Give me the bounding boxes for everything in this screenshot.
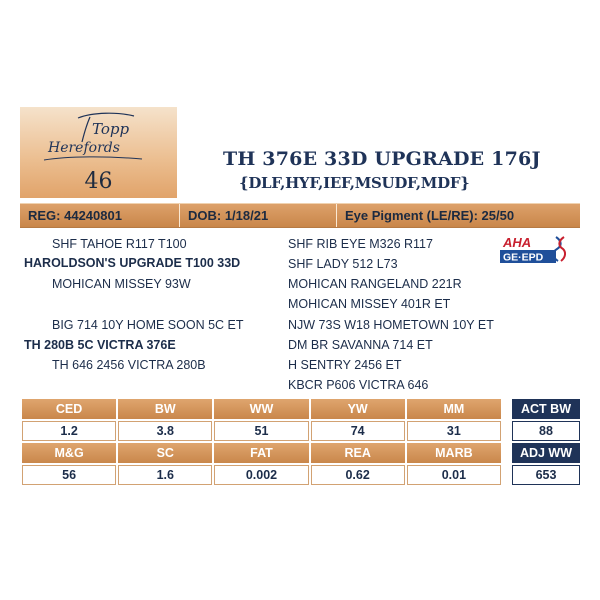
actual-bw-value: 88 <box>512 421 580 441</box>
pedigree-sire-dam: MOHICAN MISSEY 93W <box>52 277 191 291</box>
aha-badge-bottom: GE·EPD <box>503 251 544 264</box>
aha-ge-epd-badge <box>500 234 566 264</box>
genetic-test-results: {DLF,HYF,IEF,MSUDF,MDF} <box>239 174 470 192</box>
animal-name: TH 376E 33D UPGRADE 176J <box>223 148 541 170</box>
topp-herefords-logo <box>38 112 158 170</box>
pedigree-ancestor-3: MOHICAN RANGELAND 221R <box>288 277 462 291</box>
pedigree-dam-dam: TH 646 2456 VICTRA 280B <box>52 358 206 372</box>
epd-value-rea: 0.62 <box>311 465 405 485</box>
eye-pigment: Eye Pigment (LE/RE): 25/50 <box>345 208 515 223</box>
epd-value-fat: 0.002 <box>214 465 308 485</box>
epd-header-mg: M&G <box>22 443 116 463</box>
epd-header-ced: CED <box>22 399 116 419</box>
epd-value-bw: 3.8 <box>118 421 212 441</box>
logo-panel <box>20 107 177 198</box>
epd-header-mm: MM <box>407 399 501 419</box>
pedigree-dam: TH 280B 5C VICTRA 376E <box>24 338 176 352</box>
epd-header-ww: WW <box>214 399 308 419</box>
epd-value-sc: 1.6 <box>118 465 212 485</box>
aha-badge-top: AHA <box>503 235 532 250</box>
epd-header-yw: YW <box>311 399 405 419</box>
registration-info-bar <box>20 203 580 228</box>
logo-text-herefords: Herefords <box>48 140 120 156</box>
pedigree-ancestor-7: H SENTRY 2456 ET <box>288 358 402 372</box>
epd-header-bw: BW <box>118 399 212 419</box>
pedigree-ancestor-2: SHF LADY 512 L73 <box>288 257 398 271</box>
pedigree-ancestor-5: NJW 73S W18 HOMETOWN 10Y ET <box>288 318 494 332</box>
epd-value-row-2 <box>22 465 501 485</box>
epd-table <box>20 397 503 487</box>
adjusted-ww-label: ADJ WW <box>512 443 580 463</box>
actual-bw-label: ACT BW <box>512 399 580 419</box>
epd-value-ced: 1.2 <box>22 421 116 441</box>
pedigree-dam-sire: BIG 714 10Y HOME SOON 5C ET <box>52 318 244 332</box>
date-of-birth: DOB: 1/18/21 <box>180 204 337 227</box>
epd-value-mg: 56 <box>22 465 116 485</box>
adjusted-ww-value: 653 <box>512 465 580 485</box>
epd-header-marb: MARB <box>407 443 501 463</box>
actual-weights-table <box>510 397 582 487</box>
registration-number: REG: 44240801 <box>20 204 180 227</box>
lot-number: 46 <box>84 169 113 194</box>
epd-value-row-1 <box>22 421 501 441</box>
pedigree-ancestor-8: KBCR P606 VICTRA 646 <box>288 378 429 392</box>
epd-value-mm: 31 <box>407 421 501 441</box>
pedigree-sire-sire: SHF TAHOE R117 T100 <box>52 237 187 251</box>
epd-header-row-2 <box>22 443 501 463</box>
epd-value-marb: 0.01 <box>407 465 501 485</box>
epd-value-yw: 74 <box>311 421 405 441</box>
pedigree-sire: HAROLDSON'S UPGRADE T100 33D <box>24 256 241 270</box>
pedigree-ancestor-1: SHF RIB EYE M326 R117 <box>288 237 433 251</box>
epd-value-ww: 51 <box>214 421 308 441</box>
epd-header-sc: SC <box>118 443 212 463</box>
epd-header-row-1 <box>22 399 501 419</box>
pedigree-ancestor-4: MOHICAN MISSEY 401R ET <box>288 297 451 311</box>
pedigree-ancestor-6: DM BR SAVANNA 714 ET <box>288 338 433 352</box>
epd-header-rea: REA <box>311 443 405 463</box>
logo-text-topp: Topp <box>92 120 130 138</box>
epd-header-fat: FAT <box>214 443 308 463</box>
